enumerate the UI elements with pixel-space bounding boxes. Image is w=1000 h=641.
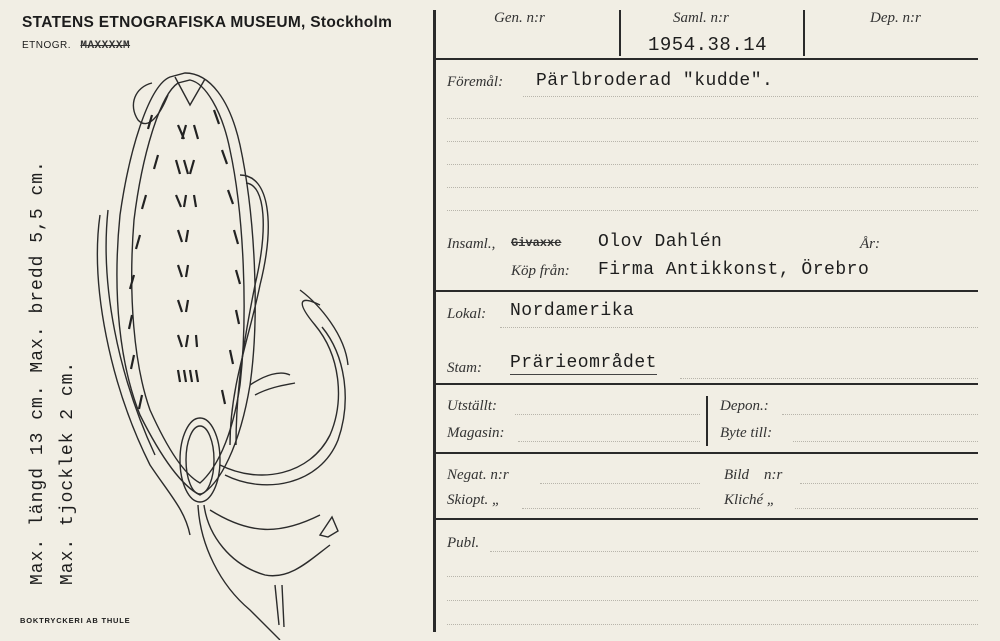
form-left-border [433,10,436,632]
insaml-struck: Givaxxe [511,236,562,250]
stam-label: Stam: [447,360,482,376]
publ-label: Publ. [447,535,480,551]
depon-label: Depon.: [720,398,769,414]
dotline [447,576,978,577]
etnogr-label [22,40,130,52]
insaml-value: Olov Dahlén [598,232,723,252]
saml-nr-value: 1954.38.14 [648,34,768,56]
bild-label: Bild n:r [724,467,783,483]
dotline [800,483,978,484]
printer-imprint: BOKTRYCKERI AB THULE [20,616,131,625]
dotline [540,483,700,484]
dotline [793,441,978,442]
kop-fran-value: Firma Antikkonst, Örebro [598,260,870,280]
insaml-label: Insaml., [447,236,496,252]
kop-fran-label: Köp från: [511,263,570,279]
dotline [447,624,978,625]
etnogr-prefix: ETNOGR. [22,40,72,51]
dimensions-note-1: Max. längd 13 cm. Max. bredd 5,5 cm. [28,160,48,585]
dotline [515,414,700,415]
rule-top [435,58,978,60]
byte-till-label: Byte till: [720,425,773,441]
dotline [447,164,978,165]
lokal-label: Lokal: [447,306,487,322]
foremal-value: Pärlbroderad "kudde". [536,71,774,91]
dotline [447,210,978,211]
dimensions-note-2: Max. tjocklek 2 cm. [58,360,78,585]
dotline [447,118,978,119]
dotline [795,508,978,509]
dotline [522,508,700,509]
kliche-label: Kliché „ [724,492,776,508]
dotline [523,96,978,97]
utstallt-label: Utställt: [447,398,498,414]
dotline [500,327,978,328]
saml-nr-label: Saml. n:r [673,10,729,26]
negat-label: Negat. n:r [447,467,509,483]
rule-negat [435,518,978,520]
rule-depon [435,452,978,454]
dotline [447,141,978,142]
lokal-value: Nordamerika [510,301,635,321]
magasin-label: Magasin: [447,425,505,441]
gen-nr-label: Gen. n:r [494,10,545,26]
dotline [447,600,978,601]
stam-value: Prärieområdet [510,353,657,373]
ar-label: År: [860,236,880,252]
dep-nr-label: Dep. n:r [870,10,921,26]
skiopt-label: Skiopt. „ [447,492,501,508]
foremal-label: Föremål: [447,74,504,90]
rule-insaml [435,290,978,292]
top-divider-2 [803,10,805,56]
rule-stam [435,383,978,385]
top-divider-1 [619,10,621,56]
dotline [518,441,700,442]
etnogr-struck: MAXXXXM [80,40,131,52]
dotline [782,414,978,415]
dotline [490,551,978,552]
museum-title: STATENS ETNOGRAFISKA MUSEUM, Stockholm [22,14,393,31]
beaded-cushion-drawing-icon [90,65,360,640]
dotline [680,378,978,379]
dotline [447,187,978,188]
depon-divider [706,396,708,446]
